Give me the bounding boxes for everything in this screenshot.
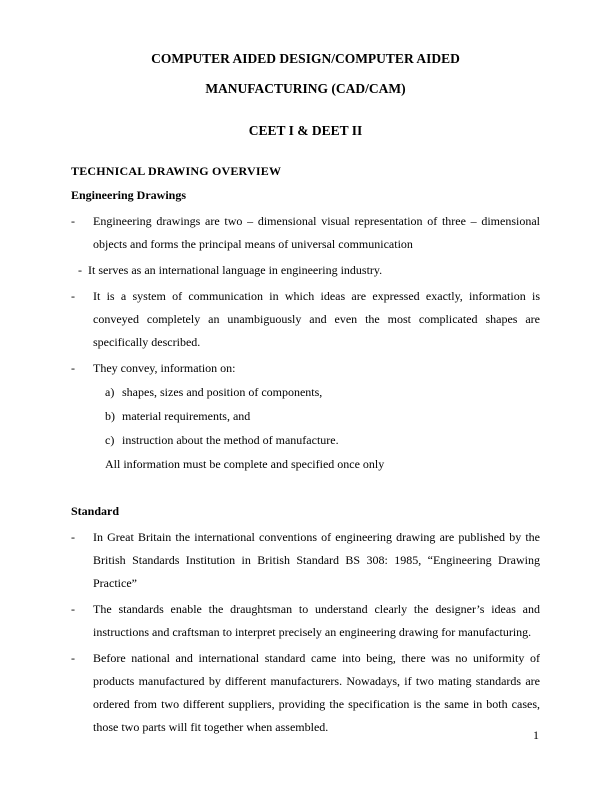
sub-item-label: c) xyxy=(105,433,115,447)
bullet-dash: - xyxy=(71,289,75,303)
subheading-engineering-drawings: Engineering Drawings xyxy=(71,188,187,202)
sub-item-label: a) xyxy=(105,385,115,399)
bullet-text: In Great Britain the international conventions of engineering drawing are published by the British Standards Institution in British Standard BS 308: 1985, “Engineering Drawing Practice” xyxy=(93,530,540,590)
sub-item-text: shapes, sizes and position of components, xyxy=(122,385,323,399)
bullet-item-international-language xyxy=(71,259,540,282)
bullet-dash: - xyxy=(71,361,75,375)
bullet-text: It serves as an international language in engineering industry. xyxy=(88,263,383,277)
page-number: 1 xyxy=(533,728,539,742)
bullet-text: They convey, information on: xyxy=(93,361,236,375)
document-title xyxy=(71,44,540,104)
section-heading-technical-drawing-overview: TECHNICAL DRAWING OVERVIEW xyxy=(71,164,282,178)
bullet-item-standards-enable-draughtsman xyxy=(71,598,540,644)
bullet-text: It is a system of communication in which ideas are expressed exactly, information is conveyed completely an unambiguously and even the most complicated shapes are specifically described. xyxy=(93,289,540,349)
title-line-2: MANUFACTURING (CAD/CAM) xyxy=(205,81,406,96)
title-line-1: COMPUTER AIDED DESIGN/COMPUTER AIDED xyxy=(151,51,460,66)
bullet-item-before-national-standard xyxy=(71,647,540,739)
sub-item-b xyxy=(105,405,540,428)
bullet-item-great-britain-standards xyxy=(71,526,540,595)
bullet-dash: - xyxy=(78,263,82,277)
bullet-text: Engineering drawings are two – dimensional visual representation of three – dimensional objects and forms the principal means of universal communication xyxy=(93,214,540,251)
bullet-text: Before national and international standard came into being, there was no uniformity of products manufactured by different manufacturers. Nowadays, if two mating standards are ordered from two different suppliers, providing the specification is the same in both cases, those two parts will fit together when assembled. xyxy=(93,651,540,734)
sub-item-label: b) xyxy=(105,409,115,423)
bullet-item-system-of-communication xyxy=(71,285,540,354)
bullet-dash: - xyxy=(71,651,75,665)
bullet-dash: - xyxy=(71,214,75,228)
sub-item-c xyxy=(105,429,540,452)
sub-item-a xyxy=(105,381,540,404)
sub-item-text: instruction about the method of manufacture. xyxy=(122,433,339,447)
sub-item-text: material requirements, and xyxy=(122,409,251,423)
bullet-item-engineering-drawings-definition xyxy=(71,210,540,256)
subheading-standard: Standard xyxy=(71,504,120,518)
course-title: CEET I & DEET II xyxy=(248,123,363,138)
bullet-text: The standards enable the draughtsman to understand clearly the designer’s ideas and instructions and craftsman to interpret precisely an engineering drawing for manufacturing. xyxy=(93,602,540,639)
note-all-information: All information must be complete and specified once only xyxy=(105,457,385,471)
bullet-dash: - xyxy=(71,530,75,544)
bullet-dash: - xyxy=(71,602,75,616)
bullet-item-they-convey xyxy=(71,357,540,380)
